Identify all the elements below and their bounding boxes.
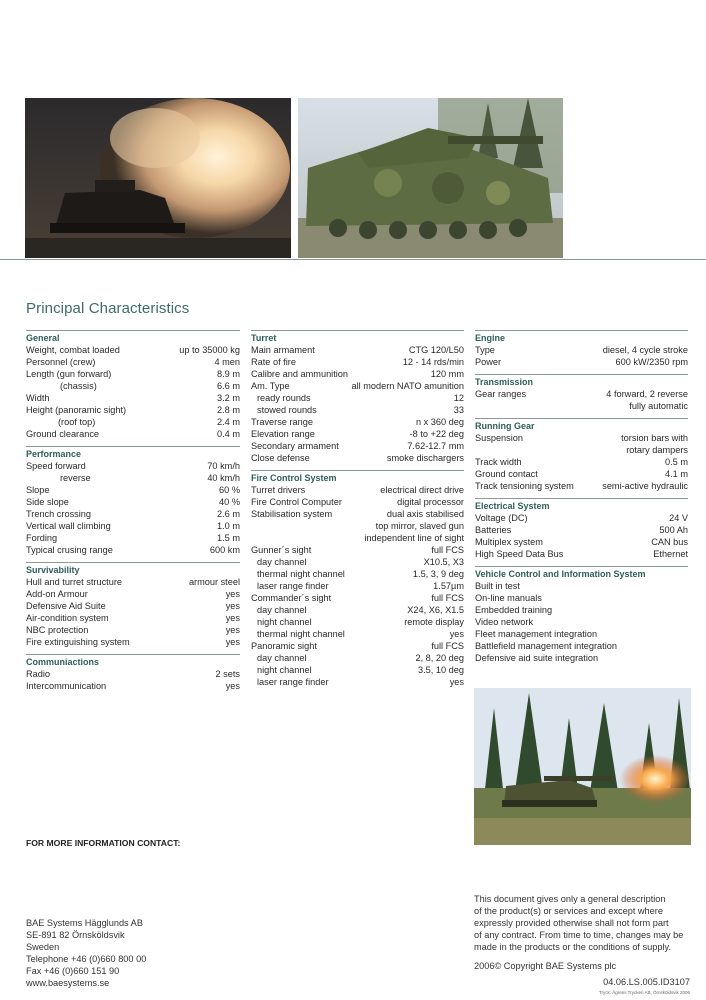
spec-label: Multiplex system xyxy=(475,537,543,547)
spec-label: Defensive Aid Suite xyxy=(26,601,106,611)
spec-label: Radio xyxy=(26,669,51,679)
spec-value: 12 xyxy=(453,393,464,403)
spec-row xyxy=(26,368,240,380)
spec-value: 120 mm xyxy=(430,369,464,379)
spec-value: electrical direct drive xyxy=(380,485,464,495)
spec-row xyxy=(251,368,464,380)
spec-value: 40 % xyxy=(219,497,240,507)
spec-row xyxy=(26,428,240,440)
spec-label: Fording xyxy=(26,533,58,543)
spec-label: Am. Type xyxy=(251,381,290,391)
spec-row xyxy=(251,356,464,368)
spec-row xyxy=(26,344,240,356)
spec-row xyxy=(251,652,464,664)
spec-label: ready rounds xyxy=(257,393,311,403)
spec-row xyxy=(475,356,688,368)
spec-label: Main armament xyxy=(251,345,315,355)
spec-row xyxy=(251,616,464,628)
spec-section xyxy=(26,654,240,692)
spec-value: 600 km xyxy=(209,545,240,555)
spec-value: 2.8 m xyxy=(217,405,240,415)
copyright: 2006© Copyright BAE Systems plc xyxy=(474,961,617,971)
spec-label: Rate of fire xyxy=(251,357,296,367)
spec-row xyxy=(26,392,240,404)
spec-row xyxy=(475,548,688,560)
spec-row xyxy=(26,404,240,416)
spec-row xyxy=(26,496,240,508)
spec-row xyxy=(251,344,464,356)
photo-camouflaged-tank xyxy=(298,98,563,258)
section-heading: Turret xyxy=(251,333,277,343)
disclaimer-line: made in the products or the conditions of supply. xyxy=(474,942,671,952)
disclaimer-line: of the product(s) or services and except where xyxy=(474,906,663,916)
spec-label: night channel xyxy=(257,617,312,627)
spec-row xyxy=(26,532,240,544)
spec-value: 4 men xyxy=(214,357,240,367)
spec-row xyxy=(251,544,464,556)
spec-feature: Video network xyxy=(475,617,534,627)
spec-row xyxy=(251,568,464,580)
spec-value: 500 Ah xyxy=(659,525,688,535)
spec-value: remote display xyxy=(404,617,464,627)
spec-value: 1.5 m xyxy=(217,533,240,543)
spec-value: full FCS xyxy=(431,545,464,555)
spec-label: Gunner´s sight xyxy=(251,545,312,555)
spec-label: Side slope xyxy=(26,497,69,507)
spec-row xyxy=(475,388,688,400)
spec-row xyxy=(26,600,240,612)
spec-row xyxy=(475,536,688,548)
section-heading: Communiactions xyxy=(26,657,100,667)
spec-section xyxy=(475,330,688,368)
spec-value: X10.5, X3 xyxy=(423,557,464,567)
spec-label: Calibre and ammunition xyxy=(251,369,349,379)
spec-label: Intercommunication xyxy=(26,681,107,691)
spec-label: Hull and turret structure xyxy=(26,577,122,587)
address-company: BAE Systems Hägglunds AB xyxy=(26,918,143,928)
spec-row xyxy=(251,380,464,392)
spec-value: diesel, 4 cycle stroke xyxy=(602,345,688,355)
spec-label: (chassis) xyxy=(60,381,97,391)
spec-label: day channel xyxy=(257,557,307,567)
spec-row xyxy=(26,576,240,588)
spec-value: 24 V xyxy=(669,513,688,523)
spec-label: Stabilisation system xyxy=(251,509,333,519)
spec-row xyxy=(26,544,240,556)
spec-value: yes xyxy=(225,589,240,599)
spec-value: 6.6 m xyxy=(217,381,240,391)
spec-row xyxy=(251,580,464,592)
section-heading: Running Gear xyxy=(475,421,535,431)
spec-value: CAN bus xyxy=(651,537,688,547)
disclaimer-line: expressly provided otherwise shall not form part xyxy=(474,918,669,928)
spec-value: 33 xyxy=(453,405,464,415)
spec-row xyxy=(26,668,240,680)
spec-value: 3.5, 10 deg xyxy=(418,665,464,675)
spec-column-1 xyxy=(26,330,240,698)
spec-label: Fire extinguishing system xyxy=(26,637,130,647)
spec-feature: Fleet management integration xyxy=(475,629,598,639)
spec-label: Vertical wall climbing xyxy=(26,521,111,531)
address-website[interactable]: www.baesystems.se xyxy=(26,978,110,988)
spec-row xyxy=(251,640,464,652)
spec-feature: Battlefield management integration xyxy=(475,641,617,651)
spec-row xyxy=(26,636,240,648)
spec-row xyxy=(26,588,240,600)
spec-column-2 xyxy=(251,330,464,694)
spec-section xyxy=(475,498,688,560)
spec-label: reverse xyxy=(60,473,91,483)
address-country: Sweden xyxy=(26,942,60,952)
spec-label: Panoramic sight xyxy=(251,641,317,651)
spec-value: 0.4 m xyxy=(217,429,240,439)
spec-label: NBC protection xyxy=(26,625,89,635)
address-telephone: Telephone +46 (0)660 800 00 xyxy=(26,954,147,964)
spec-row xyxy=(475,524,688,536)
spec-value: Ethernet xyxy=(653,549,688,559)
spec-value: 2 sets xyxy=(215,669,240,679)
spec-feature: Embedded training xyxy=(475,605,553,615)
spec-label: stowed rounds xyxy=(257,405,317,415)
spec-row xyxy=(251,508,464,520)
spec-value: semi-active hydraulic xyxy=(602,481,688,491)
spec-row xyxy=(26,416,240,428)
spec-row xyxy=(251,416,464,428)
spec-value: 600 kW/2350 rpm xyxy=(615,357,688,367)
spec-row xyxy=(251,556,464,568)
photo-tank-firing-forest xyxy=(474,688,691,845)
spec-label: Length (gun forward) xyxy=(26,369,112,379)
spec-value: 3.2 m xyxy=(217,393,240,403)
spec-row xyxy=(251,628,464,640)
contact-heading: FOR MORE INFORMATION CONTACT: xyxy=(26,838,181,848)
spec-value: 0.5 m xyxy=(665,457,688,467)
spec-section xyxy=(251,330,464,464)
spec-value: 8.9 m xyxy=(217,369,240,379)
spec-feature: Defensive aid suite integration xyxy=(475,653,599,663)
spec-label: Close defense xyxy=(251,453,310,463)
spec-value: 2.6 m xyxy=(217,509,240,519)
spec-section xyxy=(26,446,240,556)
spec-value-continued: fully automatic xyxy=(629,401,688,411)
spec-value: X24, X6, X1.5 xyxy=(407,605,464,615)
spec-value: 40 km/h xyxy=(207,473,240,483)
spec-row xyxy=(251,452,464,464)
spec-value: 60 % xyxy=(219,485,240,495)
section-heading: Fire Control System xyxy=(251,473,337,483)
section-heading: General xyxy=(26,333,60,343)
spec-value: 12 - 14 rds/min xyxy=(402,357,464,367)
spec-label: Trench crossing xyxy=(26,509,92,519)
spec-label: Track width xyxy=(475,457,522,467)
spec-label: laser range finder xyxy=(257,677,329,687)
spec-label: Personnel (crew) xyxy=(26,357,96,367)
spec-section xyxy=(475,418,688,492)
address-postcode: SE-891 82 Örnsköldsvik xyxy=(26,930,125,940)
spec-label: Commander´s sight xyxy=(251,593,332,603)
spec-row xyxy=(26,460,240,472)
spec-value: yes xyxy=(225,637,240,647)
spec-label: Air-condition system xyxy=(26,613,109,623)
spec-label: Height (panoramic sight) xyxy=(26,405,127,415)
spec-section xyxy=(475,374,688,412)
spec-row xyxy=(26,380,240,392)
spec-label: thermal night channel xyxy=(257,629,345,639)
spec-feature: Built in test xyxy=(475,581,520,591)
spec-value: up to 35000 kg xyxy=(179,345,240,355)
spec-row xyxy=(251,392,464,404)
spec-section xyxy=(475,566,688,664)
spec-value: full FCS xyxy=(431,593,464,603)
printer-note: Tryck: Ågrens Tryckeri AB, Örnsköldsvik 2006 xyxy=(598,990,690,995)
section-heading: Transmission xyxy=(475,377,534,387)
spec-label: laser range finder xyxy=(257,581,329,591)
spec-section xyxy=(26,330,240,440)
spec-label: Power xyxy=(475,357,502,367)
spec-row xyxy=(251,676,464,688)
spec-label: Fire Control Computer xyxy=(251,497,342,507)
spec-value: dual axis stabilised xyxy=(386,509,464,519)
spec-label: day channel xyxy=(257,605,307,615)
photo-firing-smoke xyxy=(25,98,291,258)
spec-label: Ground contact xyxy=(475,469,538,479)
spec-value: yes xyxy=(449,677,464,687)
spec-label: High Speed Data Bus xyxy=(475,549,564,559)
spec-row xyxy=(26,624,240,636)
spec-label: Batteries xyxy=(475,525,512,535)
contact-address xyxy=(26,917,146,989)
spec-row xyxy=(26,508,240,520)
spec-label: Speed forward xyxy=(26,461,86,471)
section-heading: Performance xyxy=(26,449,82,459)
spec-row xyxy=(251,604,464,616)
disclaimer-line: This document gives only a general description xyxy=(474,894,666,904)
spec-value: armour steel xyxy=(188,577,240,587)
spec-row xyxy=(26,484,240,496)
spec-row xyxy=(251,484,464,496)
spec-row xyxy=(251,496,464,508)
spec-label: Secondary armament xyxy=(251,441,339,451)
section-heading: Engine xyxy=(475,333,506,343)
spec-value: yes xyxy=(225,681,240,691)
spec-row xyxy=(251,440,464,452)
spec-value: all modern NATO amunition xyxy=(351,381,464,391)
spec-label: Turret drivers xyxy=(251,485,306,495)
spec-label: Suspension xyxy=(475,433,524,443)
spec-row xyxy=(251,428,464,440)
spec-value: smoke dischargers xyxy=(386,453,464,463)
spec-value: 2, 8, 20 deg xyxy=(415,653,464,663)
spec-value-continued: top mirror, slaved gun xyxy=(375,521,464,531)
spec-value: 1.0 m xyxy=(217,521,240,531)
spec-label: Ground clearance xyxy=(26,429,100,439)
spec-value: 1.5, 3, 9 deg xyxy=(412,569,464,579)
spec-value-continued: rotary dampers xyxy=(626,445,688,455)
spec-label: thermal night channel xyxy=(257,569,345,579)
spec-label: Width xyxy=(26,393,50,403)
spec-row xyxy=(251,664,464,676)
spec-feature: On-line manuals xyxy=(475,593,542,603)
spec-value: 4.1 m xyxy=(665,469,688,479)
spec-row xyxy=(251,592,464,604)
spec-row xyxy=(475,432,688,444)
spec-row xyxy=(475,468,688,480)
spec-value: 7.62-12.7 mm xyxy=(407,441,464,451)
spec-label: Voltage (DC) xyxy=(475,513,528,523)
disclaimer-line: of any contract. From time to time, changes may be xyxy=(474,930,684,940)
spec-label: night channel xyxy=(257,665,312,675)
spec-row xyxy=(251,404,464,416)
spec-row xyxy=(475,344,688,356)
section-heading: Vehicle Control and Information System xyxy=(475,569,646,579)
spec-label: day channel xyxy=(257,653,307,663)
spec-section xyxy=(26,562,240,648)
spec-value: 70 km/h xyxy=(207,461,240,471)
spec-value: 1.57µm xyxy=(433,581,464,591)
spec-value: n x 360 deg xyxy=(415,417,464,427)
spec-value: yes xyxy=(449,629,464,639)
spec-row xyxy=(26,520,240,532)
section-heading: Electrical System xyxy=(475,501,550,511)
spec-value: -8 to +22 deg xyxy=(409,429,464,439)
spec-label: Type xyxy=(475,345,495,355)
spec-label: Add-on Armour xyxy=(26,589,88,599)
page-title: Principal Characteristics xyxy=(26,300,190,317)
spec-value-continued: independent line of sight xyxy=(364,533,464,543)
spec-row xyxy=(26,472,240,484)
spec-row xyxy=(26,356,240,368)
spec-label: Weight, combat loaded xyxy=(26,345,120,355)
section-heading: Survivability xyxy=(26,565,80,575)
spec-label: Slope xyxy=(26,485,50,495)
spec-row xyxy=(475,456,688,468)
spec-value: CTG 120/L50 xyxy=(408,345,464,355)
spec-label: Typical crusing range xyxy=(26,545,113,555)
spec-row xyxy=(26,612,240,624)
spec-value: 2.4 m xyxy=(217,417,240,427)
spec-value: 4 forward, 2 reverse xyxy=(606,389,688,399)
spec-value: yes xyxy=(225,601,240,611)
spec-column-3 xyxy=(475,330,688,670)
spec-section xyxy=(251,470,464,688)
spec-label: Traverse range xyxy=(251,417,313,427)
spec-row xyxy=(26,680,240,692)
top-divider xyxy=(0,259,706,260)
disclaimer xyxy=(474,893,689,953)
spec-value: yes xyxy=(225,613,240,623)
spec-value: torsion bars with xyxy=(621,433,688,443)
spec-label: (roof top) xyxy=(58,417,96,427)
document-id: 04.06.LS.005.ID3107 xyxy=(603,977,690,987)
spec-value: full FCS xyxy=(431,641,464,651)
spec-row xyxy=(475,512,688,524)
spec-value: digital processor xyxy=(397,497,464,507)
spec-label: Gear ranges xyxy=(475,389,527,399)
spec-value: yes xyxy=(225,625,240,635)
address-fax: Fax +46 (0)660 151 90 xyxy=(26,966,120,976)
spec-label: Track tensioning system xyxy=(475,481,574,491)
spec-label: Elevation range xyxy=(251,429,315,439)
spec-row xyxy=(475,480,688,492)
